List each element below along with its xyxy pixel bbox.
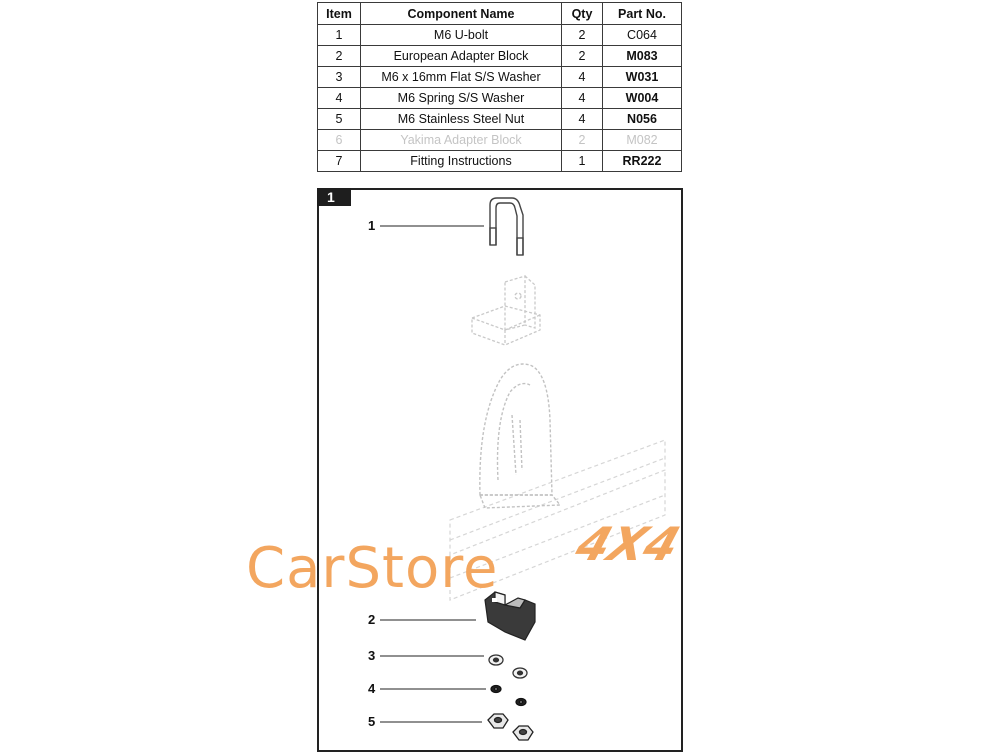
callout-4	[368, 681, 486, 696]
cell-part-no: W004	[603, 88, 682, 109]
watermark-brand: CarStore	[246, 536, 499, 601]
cell-item: 7	[318, 151, 361, 172]
callout-2	[368, 612, 476, 627]
cell-qty: 4	[562, 109, 603, 130]
cell-qty: 2	[562, 25, 603, 46]
cell-qty: 2	[562, 46, 603, 67]
col-header-part-no: Part No.	[603, 3, 682, 25]
callout-number: 3	[368, 648, 376, 663]
callout-1	[368, 218, 484, 233]
watermark-4x4-logo	[568, 518, 686, 572]
callout-number: 4	[368, 681, 376, 696]
svg-text:4X4: 4X4	[569, 518, 687, 572]
cell-item: 5	[318, 109, 361, 130]
cell-part-no: M083	[603, 46, 682, 67]
ghost-adapter-block	[472, 276, 540, 345]
cell-qty: 2	[562, 130, 603, 151]
cell-item: 3	[318, 67, 361, 88]
cell-name: Fitting Instructions	[361, 151, 562, 172]
callout-3	[368, 648, 484, 663]
cell-part-no: W031	[603, 67, 682, 88]
cell-qty: 1	[562, 151, 603, 172]
callout-number: 2	[368, 612, 376, 627]
u-bolt-part	[490, 198, 523, 255]
cell-qty: 4	[562, 88, 603, 109]
col-header-item: Item	[318, 3, 361, 25]
cell-item: 2	[318, 46, 361, 67]
callout-5	[368, 714, 482, 729]
col-header-qty: Qty	[562, 3, 603, 25]
cell-name: M6 x 16mm Flat S/S Washer	[361, 67, 562, 88]
cell-name: Yakima Adapter Block	[361, 130, 562, 151]
step-number-badge: 1	[317, 188, 351, 206]
cell-part-no: C064	[603, 25, 682, 46]
cell-item: 4	[318, 88, 361, 109]
cell-name: M6 Stainless Steel Nut	[361, 109, 562, 130]
ghost-foot-tower	[480, 364, 560, 508]
cell-item: 6	[318, 130, 361, 151]
cell-name: M6 U-bolt	[361, 25, 562, 46]
cell-part-no: RR222	[603, 151, 682, 172]
cell-part-no: N056	[603, 109, 682, 130]
callout-number: 5	[368, 714, 376, 729]
col-header-component-name: Component Name	[361, 3, 562, 25]
cell-name: M6 Spring S/S Washer	[361, 88, 562, 109]
flat-washer-parts	[489, 655, 527, 678]
cell-part-no: M082	[603, 130, 682, 151]
cell-item: 1	[318, 25, 361, 46]
cell-qty: 4	[562, 67, 603, 88]
nut-parts	[488, 714, 533, 740]
spring-washer-parts	[491, 686, 526, 706]
callout-number: 1	[368, 218, 376, 233]
cell-name: European Adapter Block	[361, 46, 562, 67]
